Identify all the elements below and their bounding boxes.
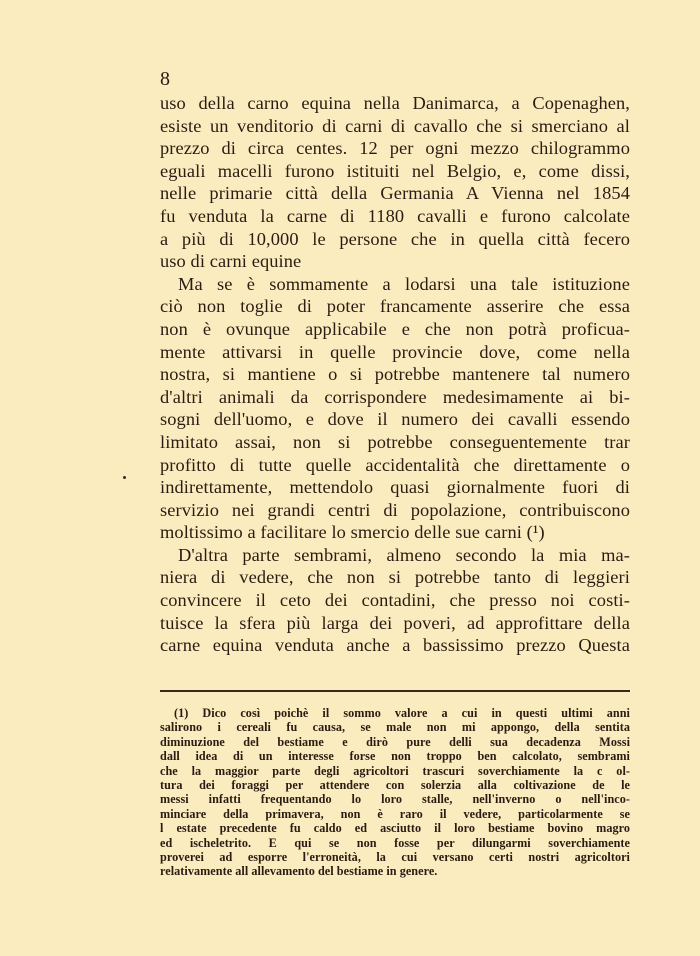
footnote-line: l estate precedente fu caldo ed asciutto il loro bestiame bovino magro [160, 821, 630, 836]
page-number: 8 [160, 68, 170, 90]
body-line: nelle primarie città della Germania A Vienna nel 1854 [160, 183, 630, 204]
body-line: mente attivarsi in quelle provincie dove, come nella [160, 341, 630, 362]
margin-mark [123, 476, 126, 479]
body-line: nostra, si mantiene o si potrebbe mantenere tal numero [160, 364, 630, 385]
footnote-divider [160, 690, 630, 692]
body-line: profitto di tutte quelle accidentalità che direttamente o [160, 454, 630, 475]
body-line: uso della carno equina nella Danimarca, a Copenaghen, [160, 93, 630, 113]
paragraph-start-line: Ma se è sommamente a lodarsi una tale istituzione [178, 273, 630, 294]
paragraph-start-line: D'altra parte sembrami, almeno secondo la mia ma- [178, 544, 630, 565]
footnote-line: diminuzione del bestiame e dirò pure delli sua decadenza Mossi [160, 734, 630, 749]
body-line: non è ovunque applicabile e che non potrà proficua- [160, 318, 630, 339]
footnote-line: tura dei foraggi per attendere con solerzia alla coltivazione de le [160, 777, 630, 792]
footnote-line: salirono i cereali fu causa, se male non mi appongo, della sentita [160, 720, 630, 735]
footnote-line: proverei ad esporre l'erroneità, la cui versano certi nostri agricoltori [160, 849, 630, 864]
body-line: ciò non toglie di poter francamente asserire che essa [160, 296, 630, 317]
body-line: d'altri animali da corrispondere medesimamente ai bi- [160, 386, 630, 407]
body-line: servizio nei grandi centri di popolazione, contribuiscono [160, 499, 630, 520]
body-line: convincere il ceto dei contadini, che presso noi costi- [160, 590, 630, 611]
body-line: moltissimo a facilitare lo smercio delle sue carni (¹) [160, 522, 545, 543]
footnote-line: dall idea di un interesse forse non troppo ben calcolato, sembrami [160, 749, 630, 764]
body-line: prezzo di circa centes. 12 per ogni mezzo chilogrammo [160, 138, 630, 159]
body-line: niera di vedere, che non si potrebbe tanto di leggieri [160, 567, 630, 588]
body-line: carne equina venduta anche a bassissimo prezzo Questa [160, 635, 630, 656]
body-line: a più di 10,000 le persone che in quella città fecero [160, 228, 630, 249]
body-line: esiste un venditorio di carni di cavallo che si smerciano al [160, 115, 630, 136]
body-text [160, 92, 630, 657]
body-line: sogni dell'uomo, e dove il numero dei cavalli essendo [160, 409, 630, 430]
footnote-line: (1) Dico così poichè il sommo valore a cui in questi ultimi anni [174, 706, 630, 720]
body-line: indirettamente, mettendolo quasi giornalmente fuori di [160, 477, 630, 498]
body-line: tuisce la sfera più larga dei poveri, ad approfittare della [160, 612, 630, 633]
footnote-line: messi infatti frequentando lo loro stalle, nell'inverno o nell'inco- [160, 792, 630, 807]
body-line: eguali macelli furono istituiti nel Belgio, e, come dissi, [160, 160, 630, 181]
footnote-line: che la maggior parte degli agricoltori trascuri soverchiamente la c ol- [160, 763, 630, 778]
footnote-line: relativamente all allevamento del bestiame in genere. [160, 864, 438, 879]
body-line: limitato assai, non si potrebbe conseguentemente trar [160, 431, 630, 452]
footnote-line: ed ischeletrito. E qui se non fosse per dilungarmi soverchiamente [160, 835, 630, 850]
footnote-line: minciare della primavera, non è raro il vedere, particolarmente se [160, 806, 630, 821]
body-line: uso di carni equine [160, 251, 302, 272]
footnote-block [160, 706, 630, 879]
body-line: fu venduta la carne di 1180 cavalli e furono calcolate [160, 205, 630, 226]
